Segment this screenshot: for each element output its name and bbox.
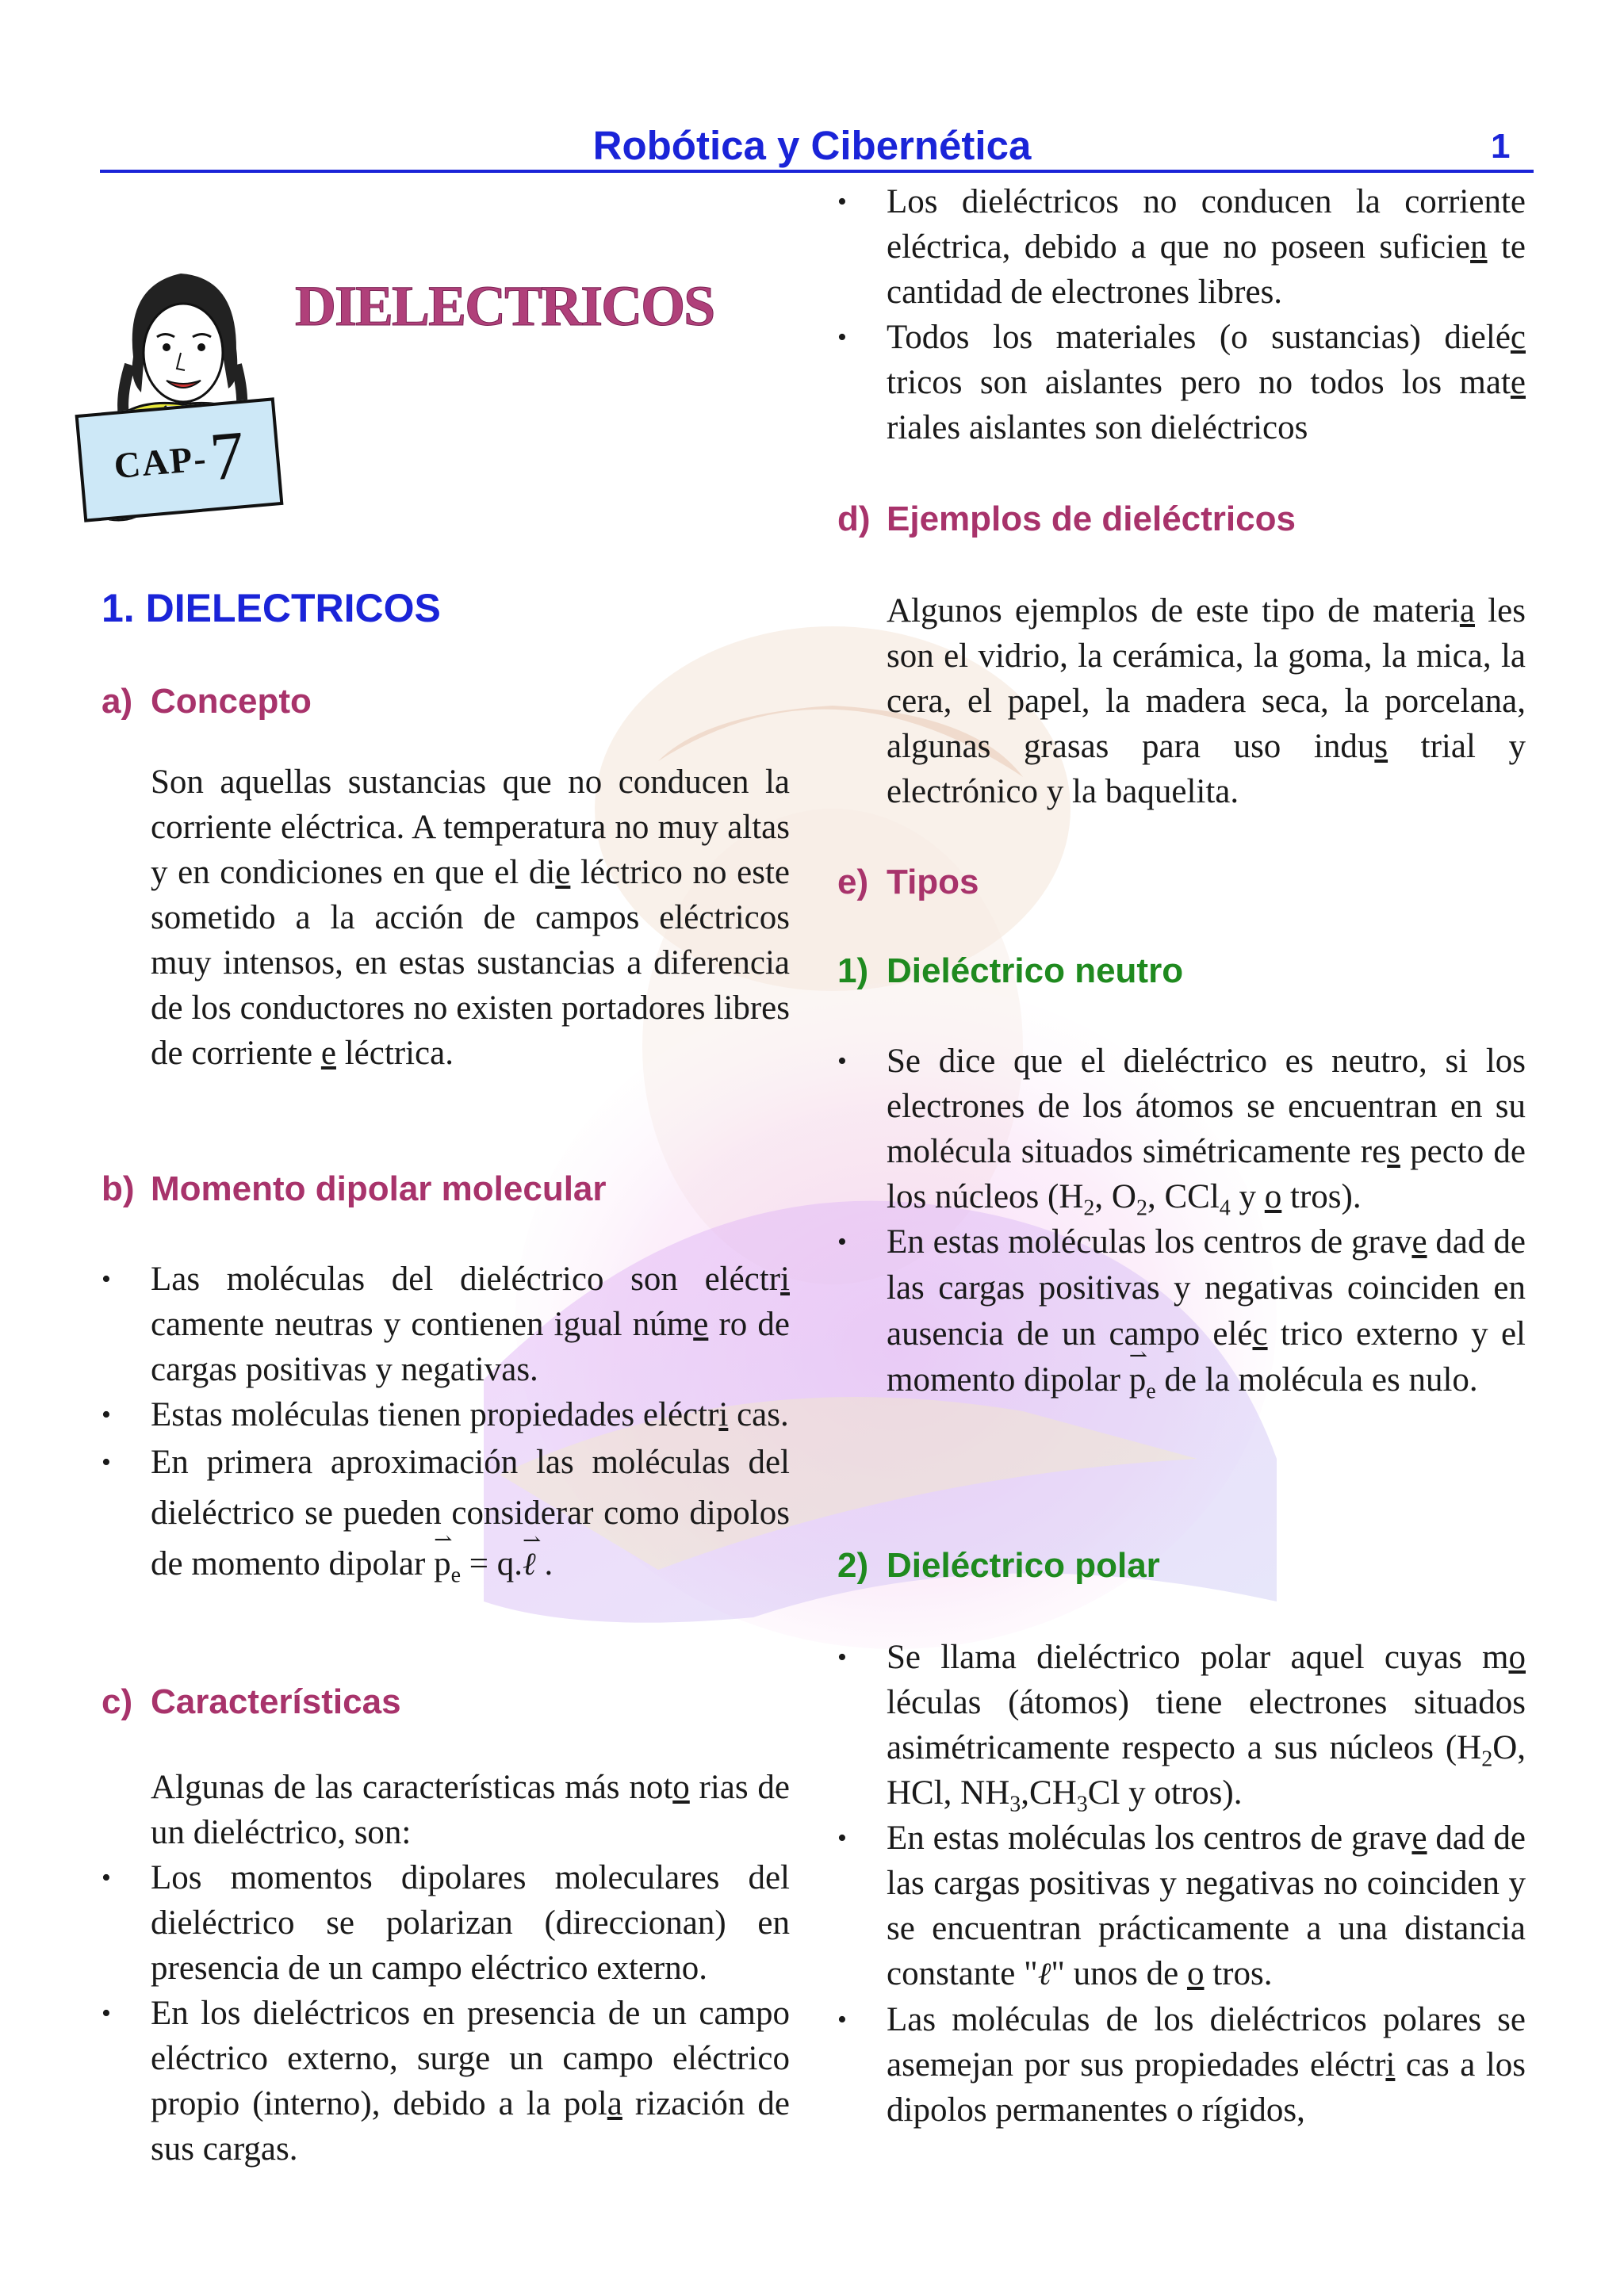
text-run: o <box>1508 1639 1526 1676</box>
text-run: e <box>555 854 571 891</box>
text-run: ,CH <box>1021 1774 1077 1812</box>
text-run: Se dice que el dieléctrico es neutro, si los electrones de los átomos se encuentran en su molécula situados simétricamente re <box>887 1043 1526 1170</box>
text-run: O, HCl, NH <box>887 1729 1526 1812</box>
polar-bullets <box>837 1635 1526 2133</box>
text-run: n <box>1470 228 1488 266</box>
text-run: e <box>1411 1820 1427 1857</box>
text-run: les son el vidrio, la cerámica, la goma, la mica, la cera, el papel, la madera seca, la porcelana, algunas grasas para uso indu <box>887 592 1526 765</box>
dipole-vector-p: ⇀ p <box>1129 1357 1147 1403</box>
chapter-title: DIELECTRICOS <box>295 274 714 338</box>
text-run: trial y electrónico y la baquelita. <box>887 728 1526 810</box>
text-run: Son aquellas sustancias que no conducen la corriente eléctrica. A temperatura no muy altas y en condiciones en que el di <box>151 763 790 891</box>
list-item <box>837 1219 1526 1403</box>
subscript: e <box>1146 1379 1156 1404</box>
list-item <box>837 1039 1526 1219</box>
text-run: Estas moléculas tienen propiedades eléctr <box>151 1396 719 1433</box>
text-run: cas a los dipolos permanentes o rígidos, <box>887 2046 1526 2129</box>
text-run: Las moléculas de los dieléctricos polares se asemejan por sus propiedades eléctr <box>887 2001 1526 2084</box>
text-run: En estas moléculas los centros de grav <box>887 1820 1412 1857</box>
heading-dielectrico-polar <box>837 1546 1160 1586</box>
section-title: 1. DIELECTRICOS <box>102 586 441 630</box>
ell-symbol: ℓ <box>1037 1956 1051 1992</box>
subscript: 2 <box>1083 1196 1095 1221</box>
subscript: 2 <box>1136 1196 1147 1221</box>
text-run: dad de las cargas positivas y negativas coinciden en ausencia de un campo elé <box>887 1223 1526 1353</box>
text-run: " unos de <box>1051 1955 1187 1992</box>
list-item <box>837 179 1526 315</box>
heading-tipos <box>837 863 979 902</box>
text-run: o <box>1186 1955 1205 1992</box>
heading-concepto <box>102 682 312 721</box>
text-run: c <box>1252 1315 1268 1353</box>
text-run: , CCl <box>1147 1178 1220 1215</box>
subscript: 3 <box>1009 1792 1021 1817</box>
header-rule <box>100 170 1534 173</box>
neutro-bullets <box>837 1039 1526 1403</box>
text-run: rización de sus cargas. <box>151 2085 790 2168</box>
text-run: ro de cargas positivas y negativas. <box>151 1306 791 1388</box>
text-run: léctrica. <box>335 1035 454 1072</box>
heading-marker: e) <box>837 863 869 901</box>
heading-text: Dieléctrico neutro <box>887 951 1184 990</box>
text-run: riales aislantes son dieléctricos <box>887 409 1308 446</box>
text-run: En los dieléctricos en presencia de un campo eléctrico externo, surge un campo eléctrico propio (interno), debido a la pol <box>151 1995 790 2122</box>
text-run: e <box>1510 364 1526 401</box>
text-run: s <box>1387 1133 1400 1170</box>
text-run: e <box>1411 1223 1427 1261</box>
chapter-badge-label: CAP- <box>112 437 209 486</box>
heading-momento-dipolar <box>102 1169 607 1209</box>
text-run: cas. <box>728 1396 789 1433</box>
list-item <box>837 1816 1526 1997</box>
text-run: de la molécula es nulo. <box>1155 1361 1478 1399</box>
text-run: Algunos ejemplos de este tipo de materi <box>887 592 1460 629</box>
text-run: léctrico no este sometido a la acción de campos eléctricos muy intensos, en estas sustancias a diferencia de los conductores no existen portadores libres de corriente <box>151 854 790 1072</box>
list-item <box>102 1855 790 1991</box>
heading-text: Características <box>151 1682 401 1721</box>
text-run: tros). <box>1281 1178 1362 1215</box>
text-run: Todos los materiales (o sustancias) dielé <box>887 319 1511 356</box>
text-run: te cantidad de electrones libres. <box>887 228 1526 311</box>
text-run: pecto de los núcleos (H <box>887 1133 1526 1215</box>
text-run: c <box>1510 319 1526 356</box>
subscript: 4 <box>1219 1196 1231 1221</box>
text-run: Se llama dieléctrico polar aquel cuyas m <box>887 1639 1509 1676</box>
running-header-title: Robótica y Cibernética <box>592 123 1032 168</box>
heading-text: Ejemplos de dieléctricos <box>887 499 1296 538</box>
text-run: o <box>672 1769 690 1806</box>
chapter-badge-number: 7 <box>207 415 248 496</box>
text-run: léculas (átomos) tiene electrones situados asimétricamente respecto a sus núcleos (H <box>887 1684 1526 1766</box>
caracteristicas-bullets <box>102 1855 790 2172</box>
text-run: camente neutras y contienen igual núm <box>151 1306 694 1343</box>
heading-dielectrico-neutro <box>837 951 1183 991</box>
heading-marker: d) <box>837 499 871 538</box>
text-run: rias de un dieléctrico, son: <box>151 1769 790 1851</box>
text-run: Los momentos dipolares moleculares del dieléctrico se polarizan (direccionan) en presencia de un campo eléctrico externo. <box>151 1859 790 1987</box>
text-run: e <box>693 1306 709 1343</box>
heading-text: Tipos <box>887 863 979 901</box>
formula-text: = q. <box>461 1545 523 1582</box>
text-run: Cl y otros). <box>1087 1774 1243 1812</box>
subscript: 3 <box>1076 1792 1088 1817</box>
text-run: tricos son aislantes pero no todos los mat <box>887 364 1511 401</box>
heading-text: Momento dipolar molecular <box>151 1169 607 1208</box>
list-item <box>102 1437 790 1590</box>
ejemplos-paragraph <box>887 588 1526 814</box>
heading-text: Concepto <box>151 682 312 721</box>
page-number: 1 <box>1491 127 1511 166</box>
text-run: Las moléculas del dieléctrico son eléctr <box>151 1261 781 1298</box>
text-run: tros. <box>1204 1955 1273 1992</box>
text-run: o <box>1264 1178 1282 1215</box>
heading-marker: 1) <box>837 951 869 990</box>
subscript: e <box>450 1563 461 1588</box>
text-run: y <box>1230 1178 1265 1215</box>
right-top-bullets <box>837 179 1526 450</box>
text-run: Los dieléctricos no conducen la corriente eléctrica, debido a que no poseen suficie <box>887 183 1526 266</box>
text-run: e <box>320 1035 336 1072</box>
text-run: En estas moléculas los centros de grav <box>887 1223 1412 1261</box>
heading-marker: a) <box>102 682 133 721</box>
text-run: trico externo y el momento dipolar <box>887 1315 1526 1399</box>
text-run: a <box>1459 592 1476 629</box>
text-run: a <box>607 2085 622 2122</box>
text-run: i <box>780 1261 790 1298</box>
formula-text: . <box>535 1545 553 1582</box>
list-item <box>837 1635 1526 1816</box>
concepto-paragraph <box>151 760 790 1076</box>
momento-bullets <box>102 1257 790 1590</box>
text-run: , O <box>1094 1178 1136 1215</box>
heading-text: Dieléctrico polar <box>887 1546 1160 1585</box>
text-run: i <box>1385 2046 1396 2084</box>
list-item <box>102 1991 790 2172</box>
subscript: 2 <box>1481 1747 1493 1772</box>
dipole-vector-p: ⇀ p <box>434 1539 451 1590</box>
text-run: s <box>1374 728 1388 765</box>
caracteristicas-intro <box>151 1765 790 1855</box>
text-run: En primera aproximación las moléculas del dieléctrico se pueden considerar como dipolos de momento dipolar <box>151 1444 790 1582</box>
text-run: i <box>718 1396 729 1433</box>
heading-caracteristicas <box>102 1682 401 1722</box>
chapter-badge <box>75 397 284 522</box>
heading-marker: b) <box>102 1169 135 1208</box>
text-run: dad de las cargas positivas y negativas no coinciden y se encuentran prácticamente a una distancia constante " <box>887 1820 1526 1992</box>
heading-marker: c) <box>102 1682 133 1721</box>
list-item <box>102 1257 790 1392</box>
heading-ejemplos <box>837 499 1296 539</box>
list-item <box>837 315 1526 450</box>
length-vector-ell: ⇀ ℓ <box>523 1539 536 1590</box>
text-run: Algunas de las características más not <box>151 1769 673 1806</box>
list-item <box>837 1997 1526 2133</box>
list-item <box>102 1392 790 1437</box>
heading-marker: 2) <box>837 1546 869 1585</box>
